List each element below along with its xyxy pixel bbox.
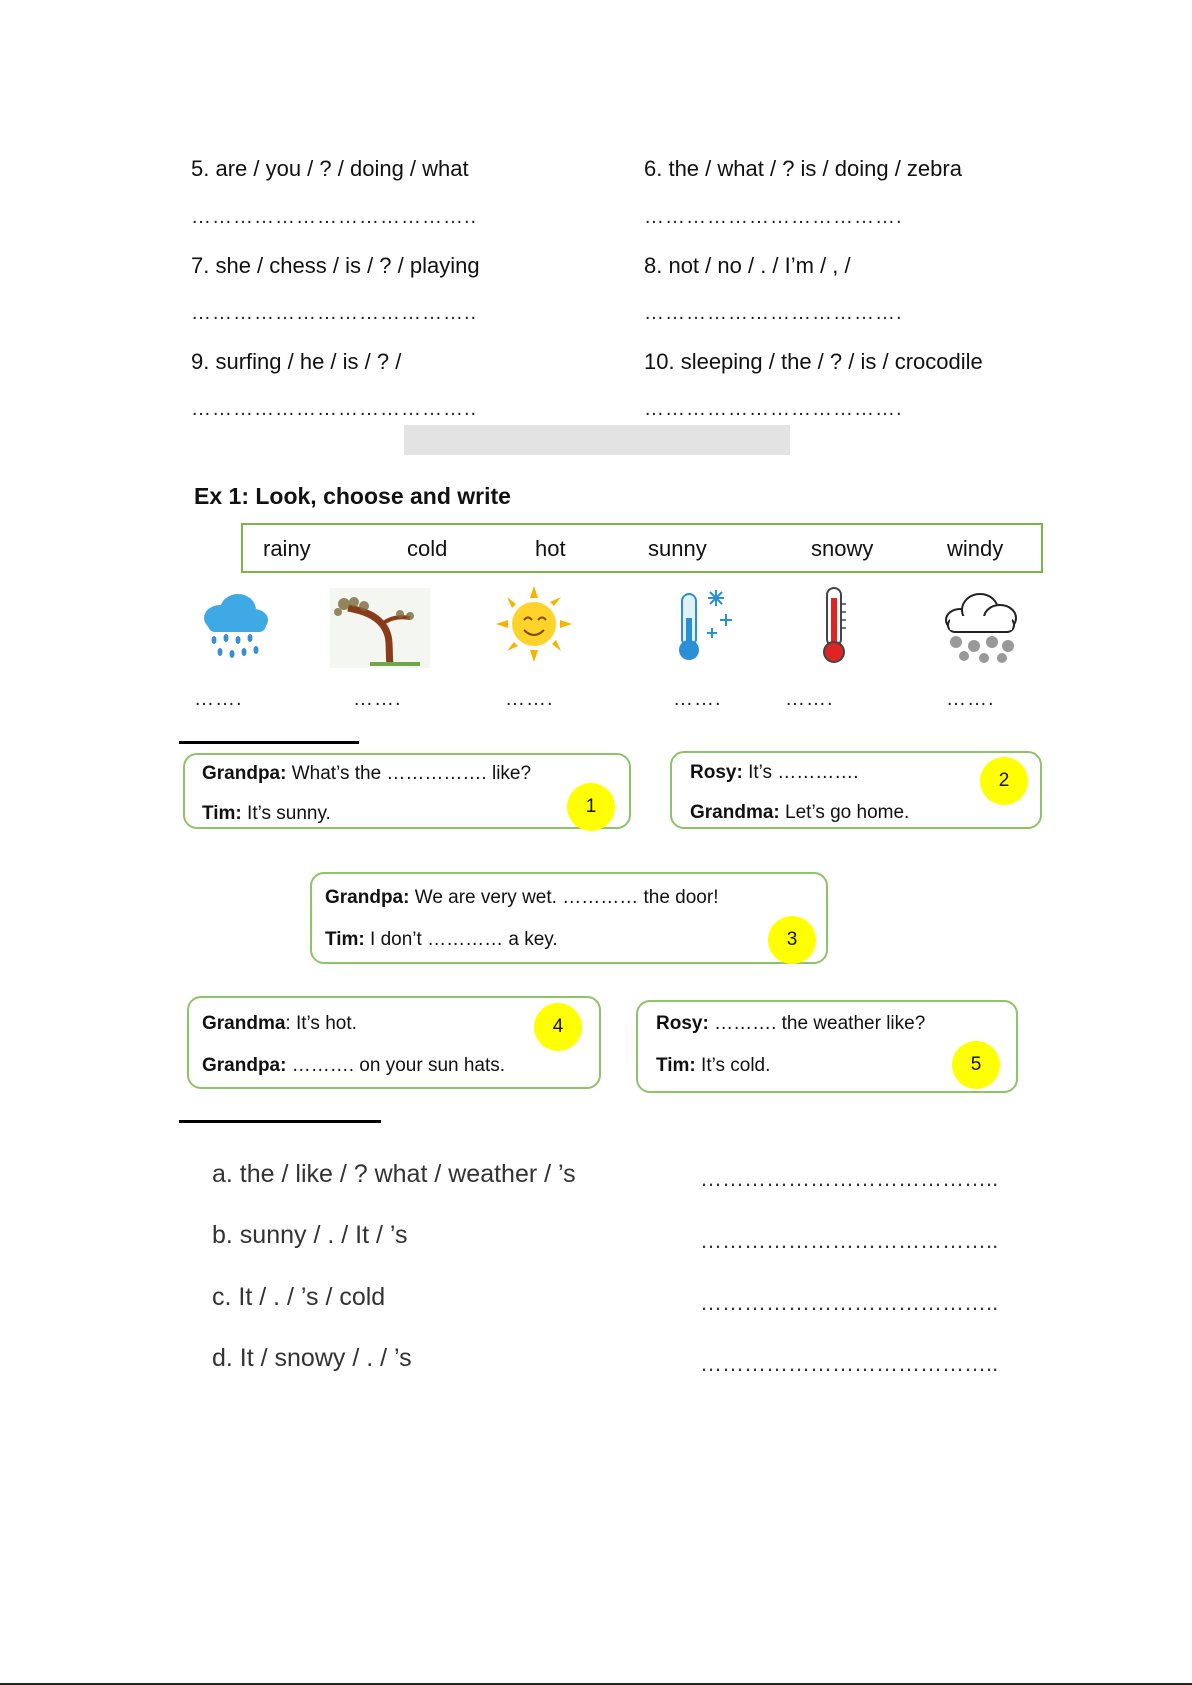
question-a: a. the / like / ? what / weather / ’s <box>212 1160 576 1188</box>
speaker-label: Tim: <box>202 803 242 824</box>
dialogue-text: Let’s go home. <box>779 802 910 823</box>
question-7: 7. she / chess / is / ? / playing <box>191 253 480 278</box>
dialogue-bubble-1 <box>183 753 631 829</box>
speaker-label: Tim: <box>325 929 365 950</box>
cold-thermometer-icon <box>664 584 744 664</box>
speaker-label: Grandma: <box>690 802 780 823</box>
word-cold: cold <box>407 536 448 561</box>
answer-line-a[interactable]: ………………………………….. <box>700 1166 999 1191</box>
question-8: 8. not / no / . / I’m / , / <box>644 253 851 278</box>
number-badge-5: 5 <box>952 1041 1000 1089</box>
answer-line-c[interactable]: ………………………………….. <box>700 1290 999 1315</box>
windy-tree-icon <box>330 588 430 668</box>
picture-blank-3[interactable]: ……. <box>505 688 554 710</box>
picture-blank-1[interactable]: ……. <box>194 688 243 710</box>
answer-line-d[interactable]: ………………………………….. <box>700 1351 999 1376</box>
question-d: d. It / snowy / . / ’s <box>212 1344 412 1372</box>
dialogue-text: It’s sunny. <box>241 803 331 824</box>
dialogue-text: : It’s hot. <box>285 1013 357 1034</box>
grey-divider-bar <box>404 425 790 455</box>
picture-blank-5[interactable]: ……. <box>785 688 834 710</box>
speaker-label: Grandma <box>202 1013 286 1034</box>
dialogue-text: ………. the weather like? <box>708 1013 926 1034</box>
exercise-title: Ex 1: Look, choose and write <box>194 483 511 509</box>
hot-thermometer-icon <box>794 584 874 664</box>
number-badge-2: 2 <box>980 757 1028 805</box>
picture-blank-4[interactable]: ……. <box>673 688 722 710</box>
answer-line-10[interactable]: ………………………………. <box>644 398 903 420</box>
number-badge-1: 1 <box>567 783 615 831</box>
answer-line-5[interactable]: ………………………………….. <box>191 206 478 228</box>
number-badge-4: 4 <box>534 1003 582 1051</box>
speaker-label: Grandpa: <box>325 887 410 908</box>
word-windy: windy <box>947 536 1004 561</box>
question-6: 6. the / what / ? is / doing / zebra <box>644 156 962 181</box>
speaker-label: Rosy: <box>656 1013 709 1034</box>
answer-line-7[interactable]: ………………………………….. <box>191 302 478 324</box>
word-hot: hot <box>535 536 566 561</box>
question-10: 10. sleeping / the / ? / is / crocodile <box>644 349 983 374</box>
dialogue-text: It’s cold. <box>695 1055 771 1076</box>
answer-line-9[interactable]: ………………………………….. <box>191 398 478 420</box>
dialogue-bubble-5 <box>636 1000 1018 1093</box>
dialogue-text: I don’t ………… a key. <box>364 929 558 950</box>
section-rule-1 <box>179 741 359 744</box>
sun-icon <box>494 584 574 664</box>
word-box <box>241 523 1043 573</box>
section-rule-2 <box>179 1120 381 1123</box>
dialogue-bubble-4 <box>187 996 601 1089</box>
question-9: 9. surfing / he / is / ? / <box>191 349 402 374</box>
picture-blank-6[interactable]: ……. <box>946 688 995 710</box>
word-sunny: sunny <box>648 536 707 561</box>
snow-cloud-icon <box>938 586 1024 666</box>
speaker-label: Grandpa: <box>202 763 287 784</box>
question-b: b. sunny / . / It / ’s <box>212 1221 408 1249</box>
picture-blank-2[interactable]: ……. <box>353 688 402 710</box>
dialogue-text: It’s …………. <box>742 762 859 783</box>
dialogue-bubble-2 <box>670 751 1042 829</box>
speaker-label: Tim: <box>656 1055 696 1076</box>
dialogue-text: ………. on your sun hats. <box>286 1055 506 1076</box>
question-5: 5. are / you / ? / doing / what <box>191 156 469 181</box>
speaker-label: Grandpa: <box>202 1055 287 1076</box>
answer-line-6[interactable]: ………………………………. <box>644 206 903 228</box>
answer-line-b[interactable]: ………………………………….. <box>700 1228 999 1253</box>
number-badge-3: 3 <box>768 916 816 964</box>
word-rainy: rainy <box>263 536 311 561</box>
dialogue-bubble-3 <box>310 872 828 964</box>
word-snowy: snowy <box>811 536 874 561</box>
question-c: c. It / . / ’s / cold <box>212 1283 386 1311</box>
answer-line-8[interactable]: ………………………………. <box>644 302 903 324</box>
rain-cloud-icon <box>194 588 274 668</box>
speaker-label: Rosy: <box>690 762 743 783</box>
dialogue-text: We are very wet. ………… the door! <box>409 887 719 908</box>
dialogue-text: What’s the ……………. like? <box>286 763 532 784</box>
